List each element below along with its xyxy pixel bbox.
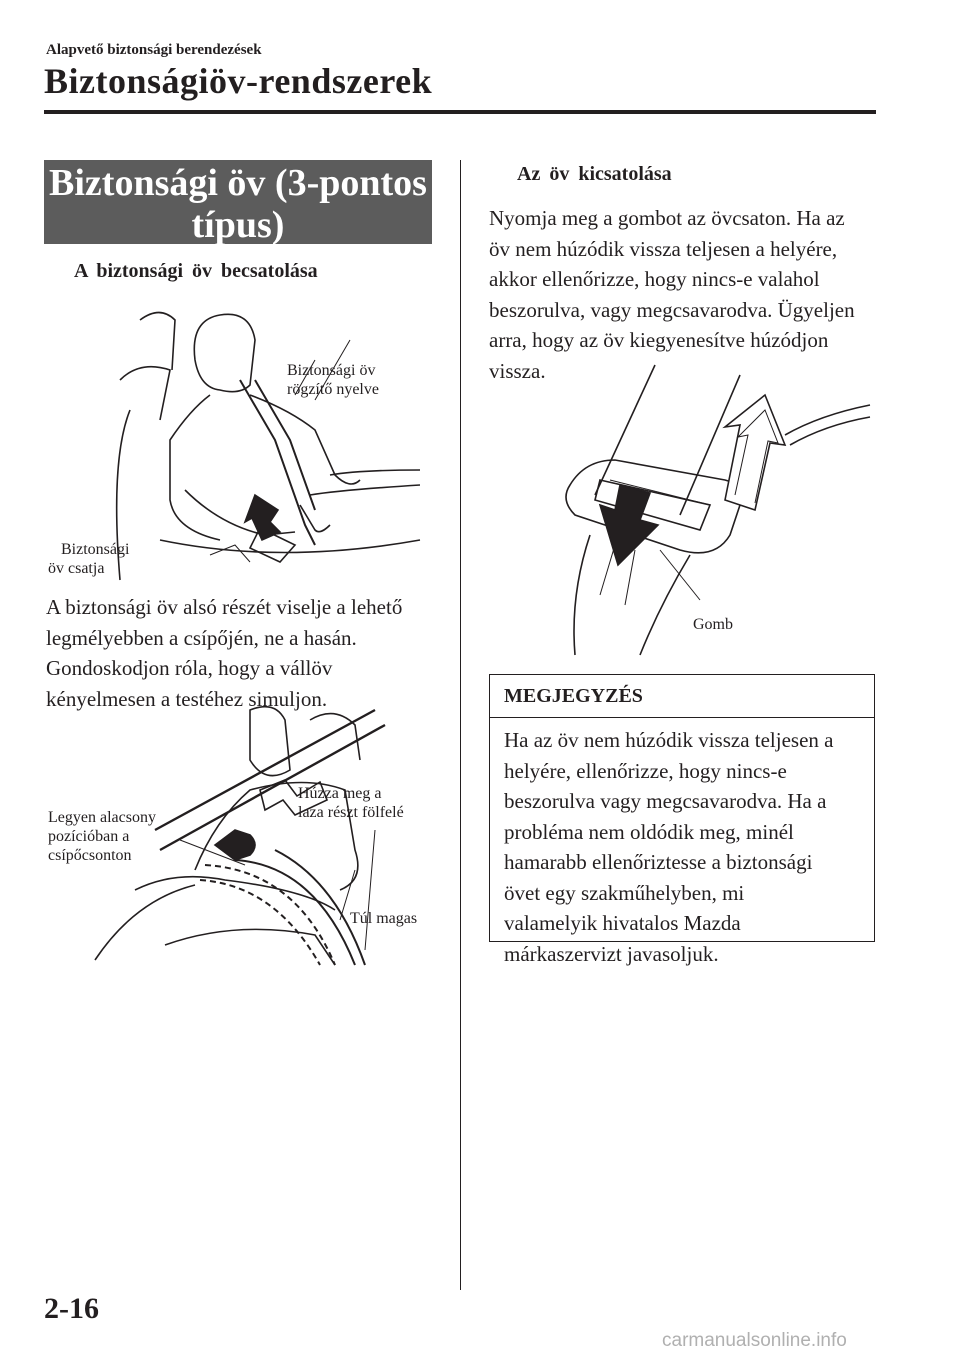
paragraph-line: A biztonsági öv alsó részét viselje a lehető — [46, 595, 403, 619]
note-line: övet egy szakműhelyben, mi — [504, 880, 745, 905]
pull-slack-label-line-2: laza részt fölfelé — [298, 804, 404, 821]
too-high-label: Túl magas — [350, 910, 418, 927]
page-number: 2-16 — [44, 1292, 99, 1325]
low-position-label-line-1: Legyen alacsony — [48, 809, 156, 826]
note-line: beszorulva vagy megcsavarodva. Ha a — [504, 789, 827, 813]
section-title-line-2: típus) — [191, 204, 285, 246]
section-label: Alapvető biztonsági berendezések — [46, 42, 262, 58]
paragraph-line: öv nem húzódik vissza teljesen a helyére, — [489, 236, 838, 261]
low-position-label-line-3: csípőcsonton — [48, 847, 132, 864]
unfasten-paragraph — [489, 203, 855, 386]
note-line: hamarabb ellenőriztesse a biztonsági — [504, 850, 813, 874]
paragraph-line: arra, hogy az öv kiegyenesítve húzódjon — [489, 328, 829, 352]
paragraph-line: akkor ellenőrizze, hogy nincs-e valahol — [489, 267, 820, 291]
watermark: carmanualsonline.info — [662, 1330, 847, 1351]
paragraph-line: Nyomja meg a gombot az övcsaton. Ha az — [489, 206, 845, 230]
unfasten-subheading: Az öv kicsatolása — [517, 163, 672, 185]
column-divider — [460, 160, 461, 1290]
note-line: márkaszervizt javasoljuk. — [504, 941, 719, 966]
note-line: Ha az öv nem húzódik vissza teljesen a — [504, 728, 834, 752]
pull-slack-label-line-1: Húzza meg a — [298, 785, 382, 802]
note-line: helyére, ellenőrizze, hogy nincs-e — [504, 758, 787, 783]
section-title-box — [44, 160, 432, 244]
paragraph-line: kényelmesen a testéhez simuljon. — [46, 686, 328, 711]
buckle-release-illustration — [540, 365, 870, 655]
paragraph-line: vissza. — [489, 358, 546, 383]
note-divider — [490, 717, 874, 718]
note-box — [489, 674, 875, 966]
fasten-subheading: A biztonsági öv becsatolása — [74, 260, 318, 282]
paragraph-line: legmélyebben a csípőjén, ne a hasán. — [46, 625, 357, 650]
tongue-label-line-1: Biztonsági öv — [287, 362, 376, 379]
page-title: Biztonságiöv-rendszerek — [44, 61, 433, 101]
paragraph-line: beszorulva, vagy megcsavarodva. Ügyeljen — [489, 297, 855, 322]
note-text — [504, 725, 864, 969]
button-label: Gomb — [693, 616, 733, 633]
note-line: valamelyik hivatalos Mazda — [504, 911, 741, 935]
paragraph-line: Gondoskodjon róla, hogy a vállöv — [46, 656, 333, 680]
hip-belt-paragraph — [46, 592, 402, 714]
tongue-label-line-2: rögzítő nyelve — [287, 381, 379, 398]
section-title-line-1: Biztonsági öv (3-pontos — [49, 162, 427, 204]
low-position-label-line-2: pozícióban a — [48, 828, 130, 845]
note-line: probléma nem oldódik meg, minél — [504, 819, 794, 844]
fasten-belt-illustration — [100, 300, 430, 585]
note-title: MEGJEGYZÉS — [504, 685, 643, 707]
header-rule — [44, 110, 876, 114]
buckle-label-line-2: öv csatja — [48, 560, 105, 577]
buckle-label-line-1: Biztonsági — [61, 541, 130, 558]
